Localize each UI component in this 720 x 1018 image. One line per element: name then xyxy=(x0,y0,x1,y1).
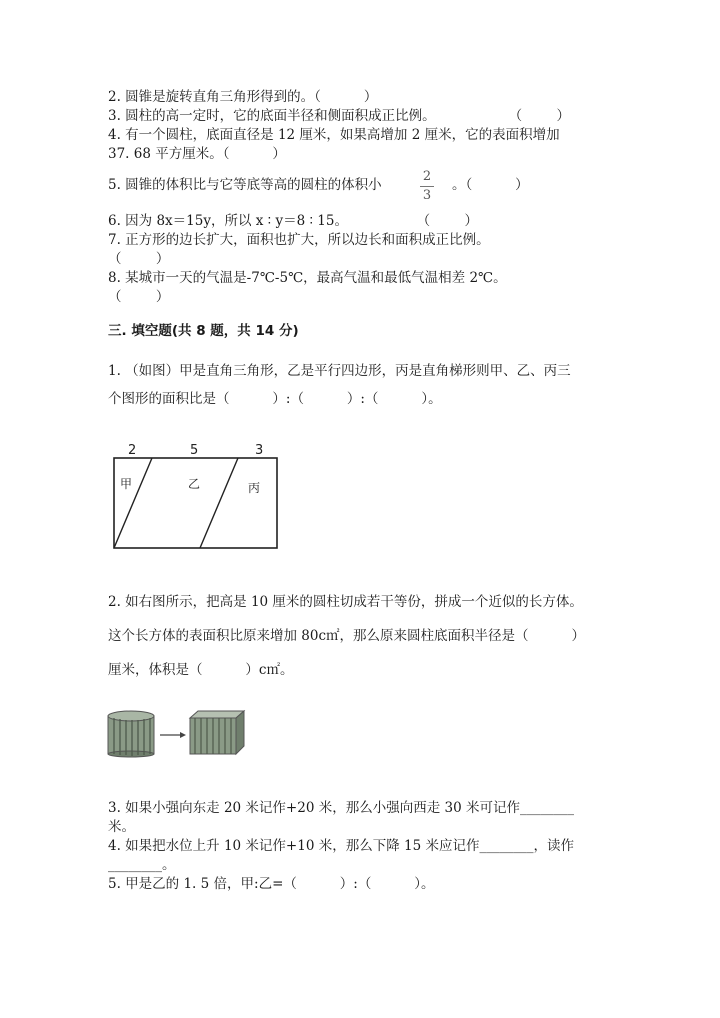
fill-question-4-line2: ________。 xyxy=(108,857,176,873)
question-4-line1: 4. 有一个圆柱，底面直径是 12 厘米，如果高增加 2 厘米，它的表面积增加 xyxy=(108,127,560,143)
fill-question-2-line3: 厘米，体积是（ ）c㎡。 xyxy=(108,662,294,678)
arrow-head xyxy=(180,732,186,738)
question-8-line1: 8. 某城市一天的气温是-7℃-5℃，最高气温和最低气温相差 2℃。 xyxy=(108,270,507,286)
question-7-line1: 7. 正方形的边长扩大，面积也扩大，所以边长和面积成正比例。 xyxy=(108,232,490,248)
question-2: 2. 圆锥是旋转直角三角形得到的。（ ） xyxy=(108,89,378,105)
cylinder-figure xyxy=(106,708,246,758)
fill-question-5: 5. 甲是乙的 1. 5 倍，甲:乙=（ ）:（ ）。 xyxy=(108,876,435,892)
figure-rectangle xyxy=(114,458,277,548)
label-yi: 乙 xyxy=(188,477,201,491)
label-3: 3 xyxy=(255,443,264,458)
label-bing: 丙 xyxy=(248,481,261,495)
question-5-fraction xyxy=(420,170,434,203)
label-5: 5 xyxy=(190,443,199,458)
cylinder-body xyxy=(108,716,154,754)
question-5-text: 5. 圆锥的体积比与它等底等高的圆柱的体积小 xyxy=(108,177,382,193)
divider-left xyxy=(114,458,152,548)
question-4-line2: 37. 68 平方厘米。（ ） xyxy=(108,146,286,162)
fill-question-1-line2: 个图形的面积比是（ ）:（ ）:（ ）。 xyxy=(108,391,442,407)
cylinder-bottom xyxy=(108,751,154,757)
fill-question-2-line1: 2. 如右图所示，把高是 10 厘米的圆柱切成若干等份，拼成一个近似的长方体。 xyxy=(108,594,583,610)
question-7-line2: （ ） xyxy=(108,251,170,267)
fill-question-3-line1: 3. 如果小强向东走 20 米记作+20 米，那么小强向西走 30 米可记作________ xyxy=(108,800,574,816)
cylinder-top xyxy=(108,711,154,721)
cuboid-top xyxy=(190,711,244,718)
section-3-title: 三. 填空题(共 8 题，共 14 分) xyxy=(108,323,299,339)
fill-question-1-line1: 1. （如图）甲是直角三角形，乙是平行四边形，丙是直角梯形则甲、乙、丙三 xyxy=(108,363,571,379)
fraction-bar xyxy=(420,186,434,187)
question-6: 6. 因为 8x＝15y，所以 x ∶ y＝8 ∶ 15。 （ ） xyxy=(108,213,478,229)
shapes-figure xyxy=(108,440,283,554)
cuboid-side xyxy=(236,711,244,754)
question-5-end: 。（ ） xyxy=(452,177,529,193)
label-2: 2 xyxy=(128,443,137,458)
question-8-line2: （ ） xyxy=(108,289,170,305)
fill-question-4-line1: 4. 如果把水位上升 10 米记作+10 米，那么下降 15 米应记作________，读作 xyxy=(108,838,574,854)
fill-question-2-line2: 这个长方体的表面积比原来增加 80c㎡，那么原来圆柱底面积半径是（ ） xyxy=(108,628,585,644)
label-jia: 甲 xyxy=(120,477,133,491)
fraction-denominator: 3 xyxy=(422,188,432,203)
fraction-numerator: 2 xyxy=(422,169,432,184)
fill-question-3-line2: 米。 xyxy=(108,819,135,835)
question-3: 3. 圆柱的高一定时，它的底面半径和侧面积成正比例。 （ ） xyxy=(108,108,570,124)
divider-right xyxy=(200,458,238,548)
